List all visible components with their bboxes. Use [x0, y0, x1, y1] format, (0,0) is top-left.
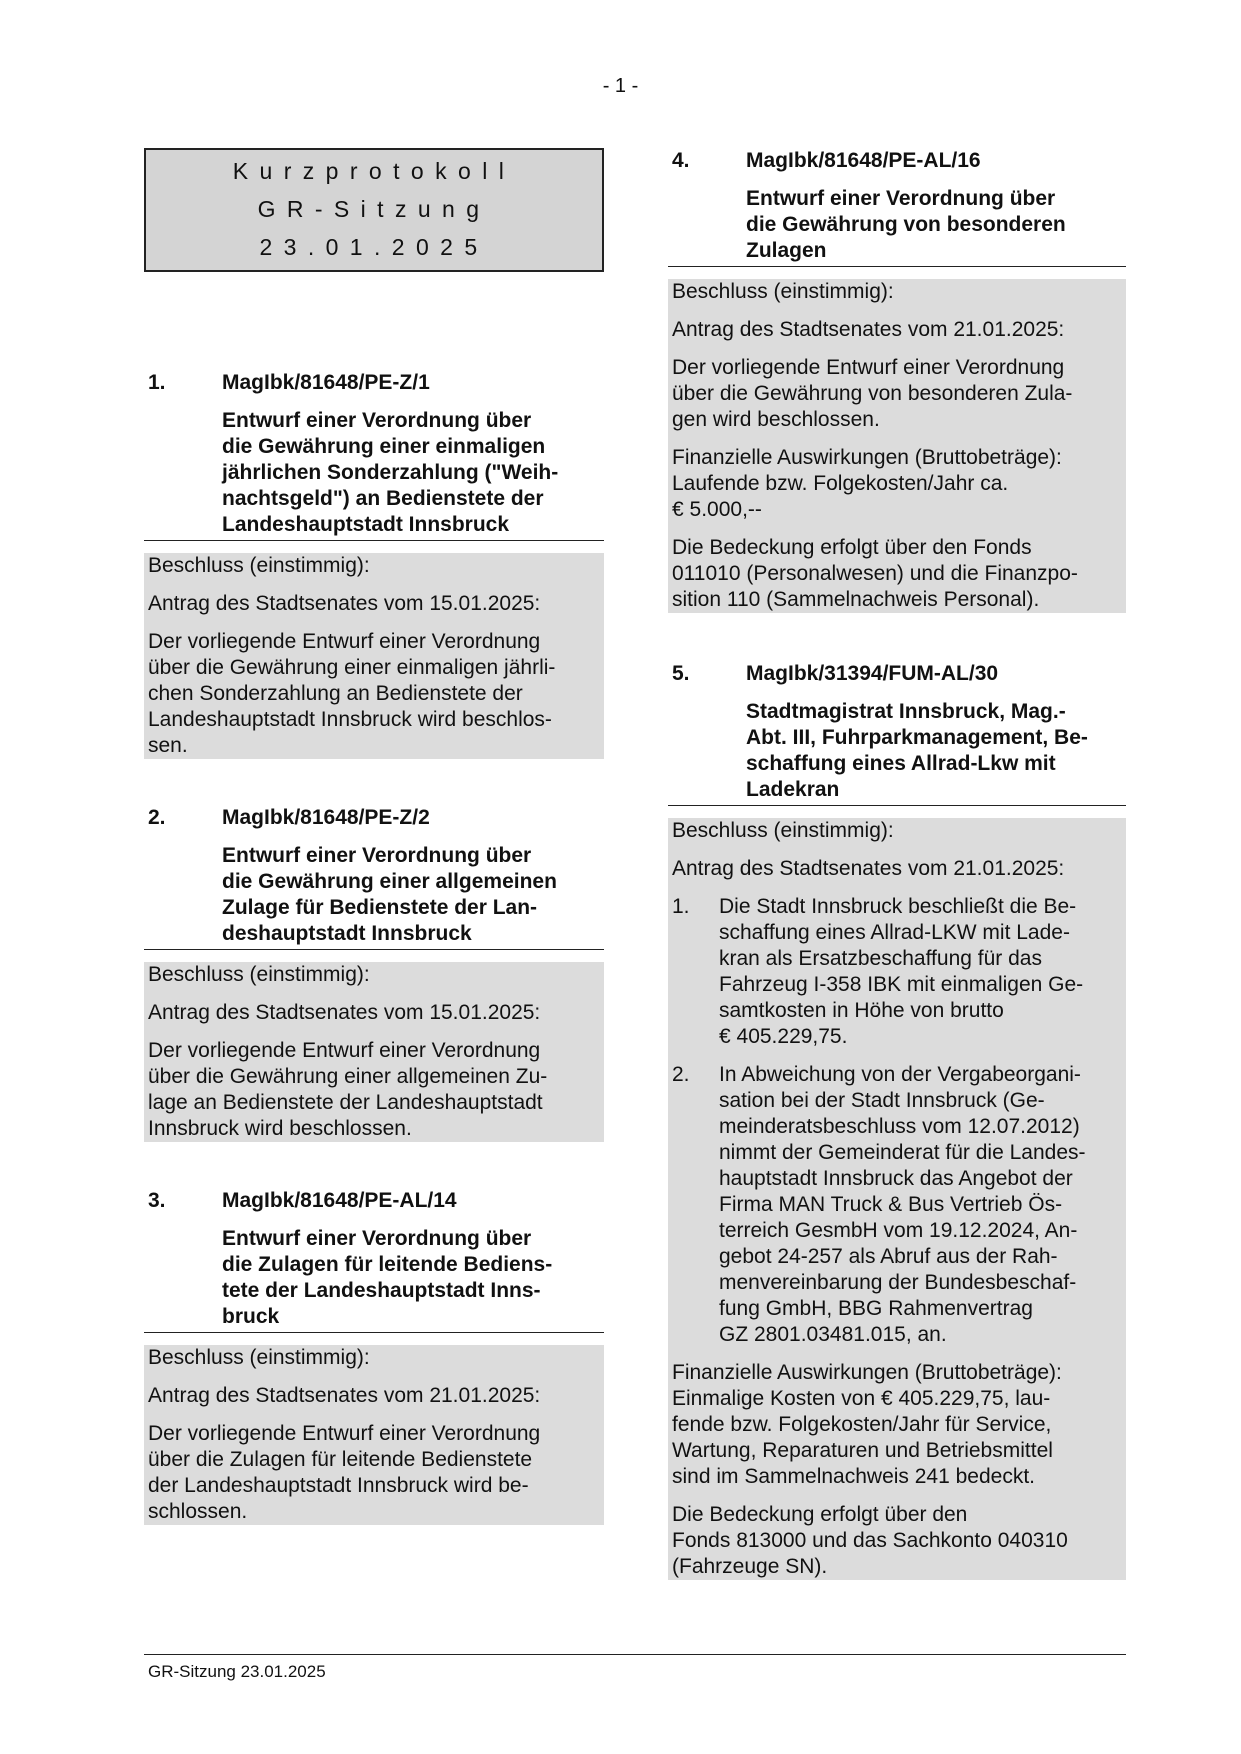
list-text: Die Stadt Innsbruck beschließt die Be- schaffung eines Allrad-LKW mit Lade- kran als Ersatzbeschaffung für das Fahrzeug I-358 IBK mit einmaligen Ge- samtkosten in Höhe von brutto € 405.229,75. — [719, 895, 1084, 1048]
left-column — [144, 148, 604, 1525]
item-number: 2. — [148, 806, 166, 829]
beschluss-label: Beschluss (einstimmig): — [144, 962, 604, 988]
decision-list-item-1 — [668, 894, 1126, 1050]
item-reference: MagIbk/81648/PE-Z/2 — [222, 806, 430, 829]
list-number: 2. — [672, 1063, 690, 1086]
list-number: 1. — [672, 895, 690, 918]
agenda-head — [144, 1188, 604, 1214]
decision-text: Der vorliegende Entwurf einer Verordnung über die Gewährung von besonderen Zula- gen wird beschlossen. — [668, 355, 1126, 433]
item-subject: Entwurf einer Verordnung über die Gewährung von besonderen Zulagen — [668, 186, 1126, 267]
decision-text: Der vorliegende Entwurf einer Verordnung über die Zulagen für leitende Bedienstete der Landeshauptstadt Innsbruck wird be- schlossen. — [144, 1421, 604, 1525]
agenda-item-5 — [668, 661, 1126, 1580]
item-reference: MagIbk/31394/FUM-AL/30 — [746, 662, 999, 685]
footer-divider — [144, 1654, 1126, 1655]
agenda-item-1 — [144, 370, 604, 759]
item-subject: Stadtmagistrat Innsbruck, Mag.- Abt. III, Fuhrparkmanagement, Be- schaffung eines Allrad-Lkw mit Ladekran — [668, 699, 1126, 806]
decision-text: Der vorliegende Entwurf einer Verordnung über die Gewährung einer allgemeinen Zu- lage an Bedienstete der Landeshauptstadt Innsbruck wird beschlossen. — [144, 1038, 604, 1142]
agenda-head — [668, 148, 1126, 174]
antrag-label: Antrag des Stadtsenates vom 21.01.2025: — [668, 317, 1126, 343]
coverage-text: Die Bedeckung erfolgt über den Fonds 813000 und das Sachkonto 040310 (Fahrzeuge SN). — [668, 1502, 1126, 1580]
antrag-label: Antrag des Stadtsenates vom 15.01.2025: — [144, 1000, 604, 1026]
title-line-3: 23.01.2025 — [259, 234, 489, 260]
beschluss-label: Beschluss (einstimmig): — [668, 818, 1126, 844]
item-reference: MagIbk/81648/PE-AL/16 — [746, 149, 981, 172]
title-line-1: Kurzprotokoll — [232, 158, 516, 184]
item-number: 3. — [148, 1189, 166, 1212]
financial-impact: Finanzielle Auswirkungen (Bruttobeträge): Laufende bzw. Folgekosten/Jahr ca. € 5.000,-- — [668, 445, 1126, 523]
item-number: 5. — [672, 662, 690, 685]
coverage-text: Die Bedeckung erfolgt über den Fonds 011010 (Personalwesen) und die Finanzpo- sition 110 (Sammelnachweis Personal). — [668, 535, 1126, 613]
financial-impact: Finanzielle Auswirkungen (Bruttobeträge): Einmalige Kosten von € 405.229,75, lau- fende bzw. Folgekosten/Jahr für Service, Wartung, Reparaturen und Betriebsmittel sind im Sammelnachweis 241 bedeckt. — [668, 1360, 1126, 1490]
agenda-item-4 — [668, 148, 1126, 613]
item-subject: Entwurf einer Verordnung über die Gewährung einer einmaligen jährlichen Sonderzahlung ("Weih- nachtsgeld") an Bedienstete der Landeshauptstadt Innsbruck — [144, 408, 604, 541]
title-box — [144, 148, 604, 272]
footer-text: GR-Sitzung 23.01.2025 — [148, 1662, 326, 1681]
beschluss-label: Beschluss (einstimmig): — [668, 279, 1126, 305]
right-column — [668, 148, 1126, 1580]
decision-list-item-2 — [668, 1062, 1126, 1348]
item-subject: Entwurf einer Verordnung über die Zulagen für leitende Bediens- tete der Landeshauptstadt Inns- bruck — [144, 1226, 604, 1333]
agenda-head — [668, 661, 1126, 687]
agenda-head — [144, 370, 604, 396]
agenda-item-3 — [144, 1188, 604, 1525]
list-text: In Abweichung von der Vergabeorgani- sation bei der Stadt Innsbruck (Ge- meinderatsbeschluss vom 12.07.2012) nimmt der Gemeinderat für die Landes- hauptstadt Innsbruck das Angebot der Firma MAN Truck & Bus Vertrieb Ös- terreich GesmbH vom 19.12.2024, An- gebot 24-257 als Abruf aus der Rah- menvereinbarung der Bundesbeschaf- fung GmbH, BBG Rahmenvertrag GZ 2801.03481.015, an. — [719, 1063, 1086, 1346]
beschluss-label: Beschluss (einstimmig): — [144, 1345, 604, 1371]
beschluss-label: Beschluss (einstimmig): — [144, 553, 604, 579]
decision-text: Der vorliegende Entwurf einer Verordnung über die Gewährung einer einmaligen jährli- chen Sonderzahlung an Bedienstete der Landeshauptstadt Innsbruck wird beschlos- sen. — [144, 629, 604, 759]
agenda-head — [144, 805, 604, 831]
antrag-label: Antrag des Stadtsenates vom 21.01.2025: — [668, 856, 1126, 882]
item-subject: Entwurf einer Verordnung über die Gewährung einer allgemeinen Zulage für Bedienstete der Lan- deshauptstadt Innsbruck — [144, 843, 604, 950]
antrag-label: Antrag des Stadtsenates vom 21.01.2025: — [144, 1383, 604, 1409]
page-number: - 1 - — [602, 75, 639, 97]
item-reference: MagIbk/81648/PE-AL/14 — [222, 1189, 457, 1212]
agenda-item-2 — [144, 805, 604, 1142]
title-line-2: GR-Sitzung — [257, 196, 491, 222]
item-reference: MagIbk/81648/PE-Z/1 — [222, 371, 430, 394]
item-number: 4. — [672, 149, 690, 172]
item-number: 1. — [148, 371, 166, 394]
antrag-label: Antrag des Stadtsenates vom 15.01.2025: — [144, 591, 604, 617]
